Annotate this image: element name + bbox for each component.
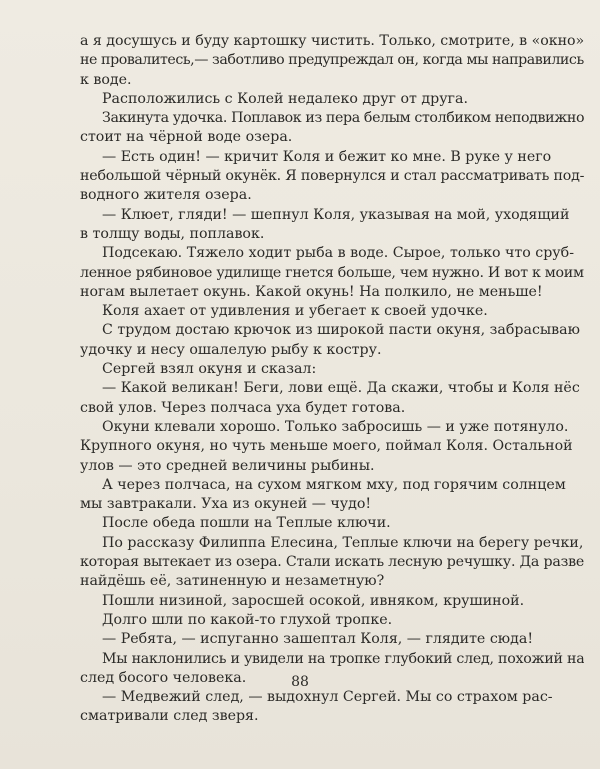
text-line: ногам вылетает окунь. Какой окунь! На полкило, не меньше!: [80, 283, 543, 300]
text-line: удочку и несу ошалелую рыбу к костру.: [80, 341, 382, 358]
page-number: 88: [291, 674, 309, 690]
text-line: а я досушусь и буду картошку чистить. Только, смотрите, в «окно»: [80, 33, 584, 49]
text-line: — Есть один! — кричит Коля и бежит ко мне. В руке у него: [102, 148, 552, 165]
text-line: к воде.: [80, 71, 132, 88]
text-line: стоит на чёрной воде озера.: [80, 129, 293, 146]
text-line: Крупного окуня, но чуть меньше моего, поймал Коля. Остальной: [80, 438, 573, 455]
text-line: Подсекаю. Тяжело ходит рыба в воде. Сырое, только что сруб-: [102, 245, 574, 262]
text-line: — Клюет, гляди! — шепнул Коля, указывая на мой, уходящий: [102, 206, 570, 223]
text-line: улов — это средней величины рыбины.: [80, 457, 375, 474]
text-line: Мы наклонились и увидели на тропке глубокий след, похожий на: [102, 650, 584, 667]
text-line: свой улов. Через полчаса уха будет готова.: [80, 399, 406, 416]
text-line: — Медвежий след, — выдохнул Сергей. Мы со страхом рас-: [102, 689, 553, 706]
text-line: сматривали след зверя.: [80, 708, 259, 725]
text-line: в толщу воды, поплавок.: [80, 225, 265, 242]
text-line: А через полчаса, на сухом мягком мху, под горячим солнцем: [102, 476, 566, 493]
text-line: Долго шли по какой-то глухой тропке.: [102, 611, 393, 628]
body-text: [80, 32, 584, 727]
text-line: Сергей взял окуня и сказал:: [102, 361, 317, 378]
text-line: небольшой чёрный окунёк. Я повернулся и стал рассматривать под-: [80, 168, 584, 185]
text-line: ленное рябиновое удилище гнется больше, чем нужно. И вот к моим: [80, 264, 584, 281]
text-line: след босого человека.: [80, 669, 247, 686]
text-line: — Ребята, — испуганно зашептал Коля, — глядите сюда!: [102, 631, 534, 648]
text-line: мы завтракали. Уха из окуней — чудо!: [80, 496, 372, 513]
text-line: которая вытекает из озера. Стали искать лесную речушку. Да разве: [80, 554, 584, 571]
text-line: не провалитесь,— заботливо предупреждал он, когда мы направились: [80, 52, 584, 69]
text-line: Закинута удочка. Поплавок из пера белым столбиком неподвижно: [102, 110, 584, 127]
text-line: По рассказу Филиппа Елесина, Теплые ключи на берегу речки,: [102, 534, 584, 551]
text-line: Коля ахает от удивления и убегает к своей удочке.: [102, 303, 488, 320]
text-line: С трудом достаю крючок из широкой пасти окуня, забрасываю: [102, 322, 580, 339]
text-line: водного жителя озера.: [80, 187, 252, 204]
text-line: Пошли низиной, заросшей осокой, ивняком, крушиной.: [102, 592, 525, 609]
text-line: Окуни клевали хорошо. Только забросишь — и уже потянуло.: [102, 418, 569, 435]
text-line: После обеда пошли на Теплые ключи.: [102, 515, 391, 532]
text-line: найдёшь её, затиненную и незаметную?: [80, 573, 385, 590]
text-line: Расположились с Колей недалеко друг от друга.: [102, 90, 468, 107]
text-line: — Какой великан! Беги, лови ещё. Да скажи, чтобы и Коля нёс: [102, 380, 580, 397]
